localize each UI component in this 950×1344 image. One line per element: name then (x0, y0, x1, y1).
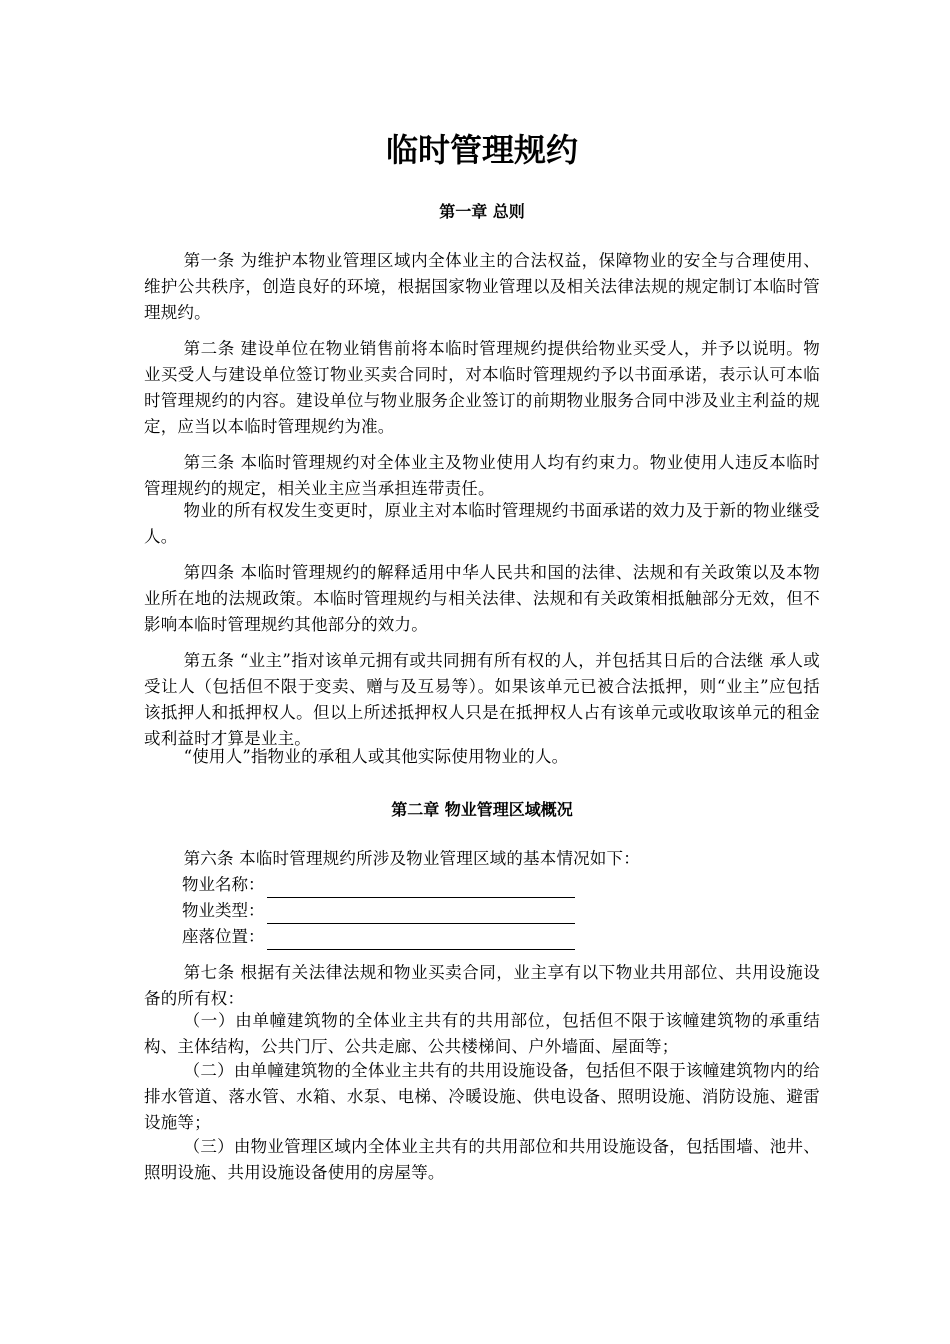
article-4: 第四条 本临时管理规约的解释适用中华人民共和国的法律、法规和有关政策以及本物业所在地的法规政策。本临时管理规约与相关法律、法规和有关政策相抵触部分无效，但不影响本临时管理规约其他部分的效力。 (144, 563, 820, 634)
article-1: 第一条 为维护本物业管理区域内全体业主的合法权益，保障物业的安全与合理使用、维护公共秩序，创造良好的环境，根据国家物业管理以及相关法律法规的规定制订本临时管理规约。 (144, 251, 820, 322)
property-name-blank (267, 879, 575, 898)
article-2: 第二条 建设单位在物业销售前将本临时管理规约提供给物业买受人，并予以说明。物业买受人与建设单位签订物业买卖合同时，对本临时管理规约予以书面承诺，表示认可本临时管理规约的内容。建设单位与物业服务企业签订的前期物业服务合同中涉及业主利益的规定，应当以本临时管理规约为准。 (144, 339, 820, 436)
article-6: 第六条 本临时管理规约所涉及物业管理区域的基本情况如下： (183, 849, 640, 868)
property-type-blank (267, 905, 575, 924)
article-3-paragraph-2: 物业的所有权发生变更时，原业主对本临时管理规约书面承诺的效力及于新的物业继受人。 (144, 501, 820, 546)
chapter-2-heading: 第二章 物业管理区域概况 (391, 800, 573, 819)
article-7-item-1: （一）由单幢建筑物的全体业主共有的共用部位，包括但不限于该幢建筑物的承重结构、主体结构，公共门厅、公共走廊、公共楼梯间、户外墙面、屋面等； (144, 1011, 820, 1056)
article-5-paragraph-2: “使用人”指物业的承租人或其他实际使用物业的人。 (183, 747, 569, 766)
article-7-item-2: （二）由单幢建筑物的全体业主共有的共用设施设备，包括但不限于该幢建筑物内的给排水管道、落水管、水箱、水泵、电梯、冷暖设施、供电设备、照明设施、消防设施、避雷设施等； (144, 1061, 820, 1132)
article-7: 第七条 根据有关法律法规和物业买卖合同，业主享有以下物业共用部位、共用设施设备的所有权： (144, 963, 820, 1008)
property-name-row (182, 872, 575, 898)
property-type-label: 物业类型： (182, 901, 265, 920)
property-location-row (182, 924, 575, 950)
property-location-blank (267, 931, 575, 950)
article-5: 第五条 “业主”指对该单元拥有或共同拥有所有权的人，并包括其日后的合法继 承人或受让人（包括但不限于变卖、赠与及互易等）。如果该单元已被合法抵押，则“业主”应包括该抵押人和抵押权人。但以上所述抵押权人只是在抵押权人占有该单元或收取该单元的租金或利益时才算是业主。 (144, 651, 820, 748)
document-title: 临时管理规约 (385, 131, 578, 169)
article-7-item-3: （三）由物业管理区域内全体业主共有的共用部位和共用设施设备，包括围墙、池井、照明设施、共用设施设备使用的房屋等。 (144, 1137, 820, 1182)
chapter-1-heading: 第一章 总则 (439, 202, 525, 221)
article-3: 第三条 本临时管理规约对全体业主及物业使用人均有约束力。物业使用人违反本临时管理规约的规定，相关业主应当承担连带责任。 (144, 453, 820, 498)
property-location-label: 座落位置： (182, 927, 265, 946)
property-type-row (182, 898, 575, 924)
property-name-label: 物业名称： (182, 875, 265, 894)
